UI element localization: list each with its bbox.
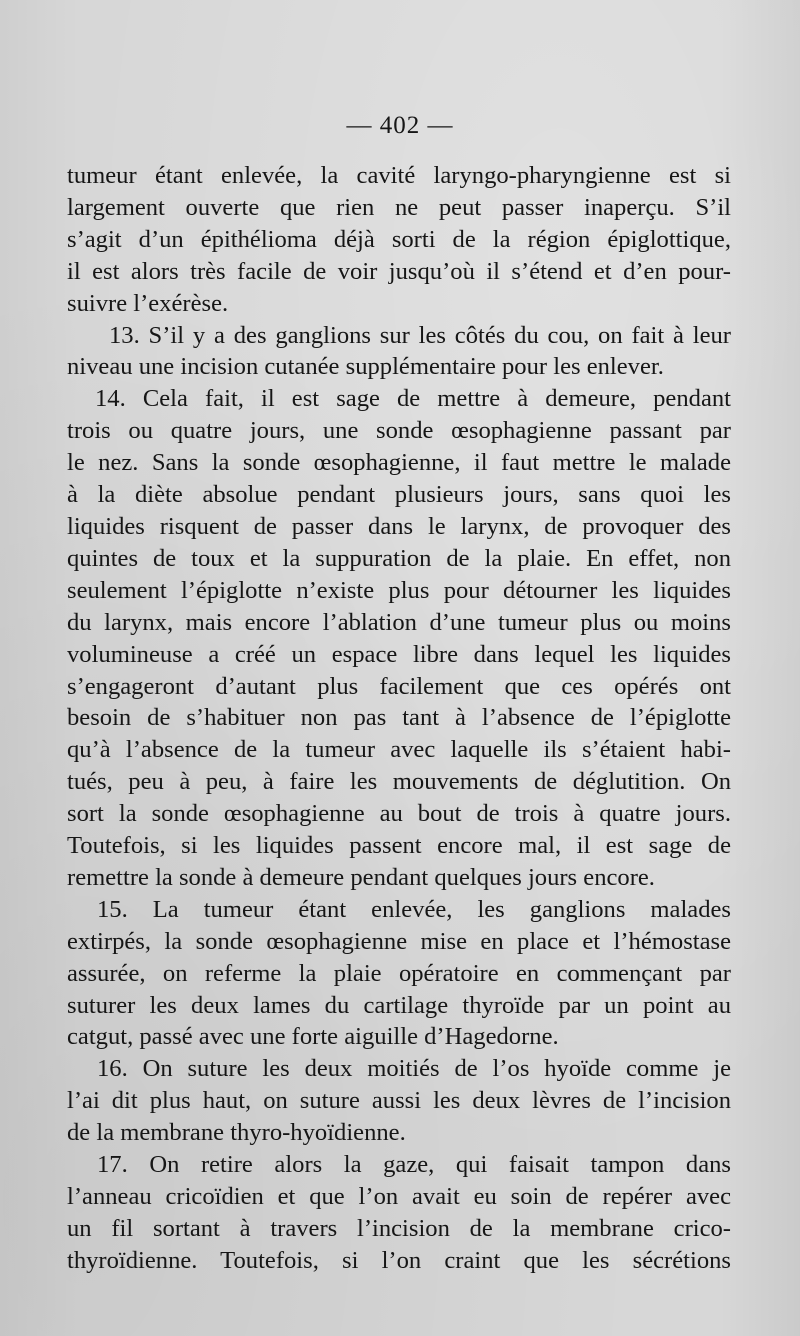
text-line: suivre l’exérèse. (67, 289, 229, 317)
text-line: assurée, on referme la plaie opératoire en commençant par (67, 959, 731, 987)
text-line: quintes de toux et la suppuration de la plaie. En effet, non (67, 544, 731, 572)
text-line: tués, peu à peu, à faire les mouvements de déglutition. On (67, 768, 731, 796)
text-line: extirpés, la sonde œsophagienne mise en place et l’hémostase (67, 927, 731, 955)
text-line: le nez. Sans la sonde œsophagienne, il faut mettre le malade (67, 449, 731, 477)
text-line: thyroïdienne. Toutefois, si l’on craint que les sécrétions (67, 1246, 731, 1274)
text-line: de la membrane thyro-hyoïdienne. (67, 1119, 406, 1147)
body-text (67, 160, 731, 1277)
text-line: 16. On suture les deux moitiés de l’os hyoïde comme je (97, 1055, 731, 1083)
text-line: 17. On retire alors la gaze, qui faisait tampon dans (97, 1151, 731, 1179)
text-line: catgut, passé avec une forte aiguille d’Hagedorne. (67, 1023, 559, 1051)
text-line: 14. Cela fait, il est sage de mettre à demeure, pendant (95, 385, 731, 413)
text-line: s’agit d’un épithélioma déjà sorti de la région épiglottique, (67, 225, 731, 253)
text-line: sort la sonde œsophagienne au bout de trois à quatre jours. (67, 800, 731, 828)
text-line: 13. S’il y a des ganglions sur les côtés du cou, on fait à leur (109, 321, 731, 349)
text-line: il est alors très facile de voir jusqu’où il s’étend et d’en pour- (67, 257, 731, 285)
text-line: qu’à l’absence de la tumeur avec laquelle ils s’étaient habi- (67, 736, 731, 764)
text-line: liquides risquent de passer dans le larynx, de provoquer des (67, 512, 731, 540)
text-line: à la diète absolue pendant plusieurs jours, sans quoi les (67, 481, 731, 509)
text-line: l’ai dit plus haut, on suture aussi les deux lèvres de l’incision (67, 1087, 731, 1115)
text-line: seulement l’épiglotte n’existe plus pour détourner les liquides (67, 576, 731, 604)
text-line: un fil sortant à travers l’incision de la membrane crico- (67, 1214, 731, 1242)
text-line: l’anneau cricoïdien et que l’on avait eu soin de repérer avec (67, 1183, 731, 1210)
text-line: suturer les deux lames du cartilage thyroïde par un point au (67, 991, 731, 1019)
text-line: remettre la sonde à demeure pendant quelques jours encore. (67, 863, 655, 891)
text-line: volumineuse a créé un espace libre dans lequel les liquides (67, 640, 731, 668)
text-line: Toutefois, si les liquides passent encore mal, il est sage de (67, 832, 731, 860)
text-line: largement ouverte que rien ne peut passer inaperçu. S’il (67, 193, 731, 221)
text-line: s’engageront d’autant plus facilement que ces opérés ont (67, 672, 731, 700)
page-number: — 402 — (346, 112, 454, 139)
text-line: trois ou quatre jours, une sonde œsophagienne passant par (67, 417, 731, 445)
text-line: du larynx, mais encore l’ablation d’une tumeur plus ou moins (67, 608, 731, 636)
text-line: tumeur étant enlevée, la cavité laryngo-pharyngienne est si (67, 162, 731, 189)
text-line: 15. La tumeur étant enlevée, les ganglions malades (97, 895, 731, 923)
text-line: niveau une incision cutanée supplémentaire pour les enlever. (67, 353, 664, 381)
text-line: besoin de s’habituer non pas tant à l’absence de l’épiglotte (67, 704, 731, 732)
